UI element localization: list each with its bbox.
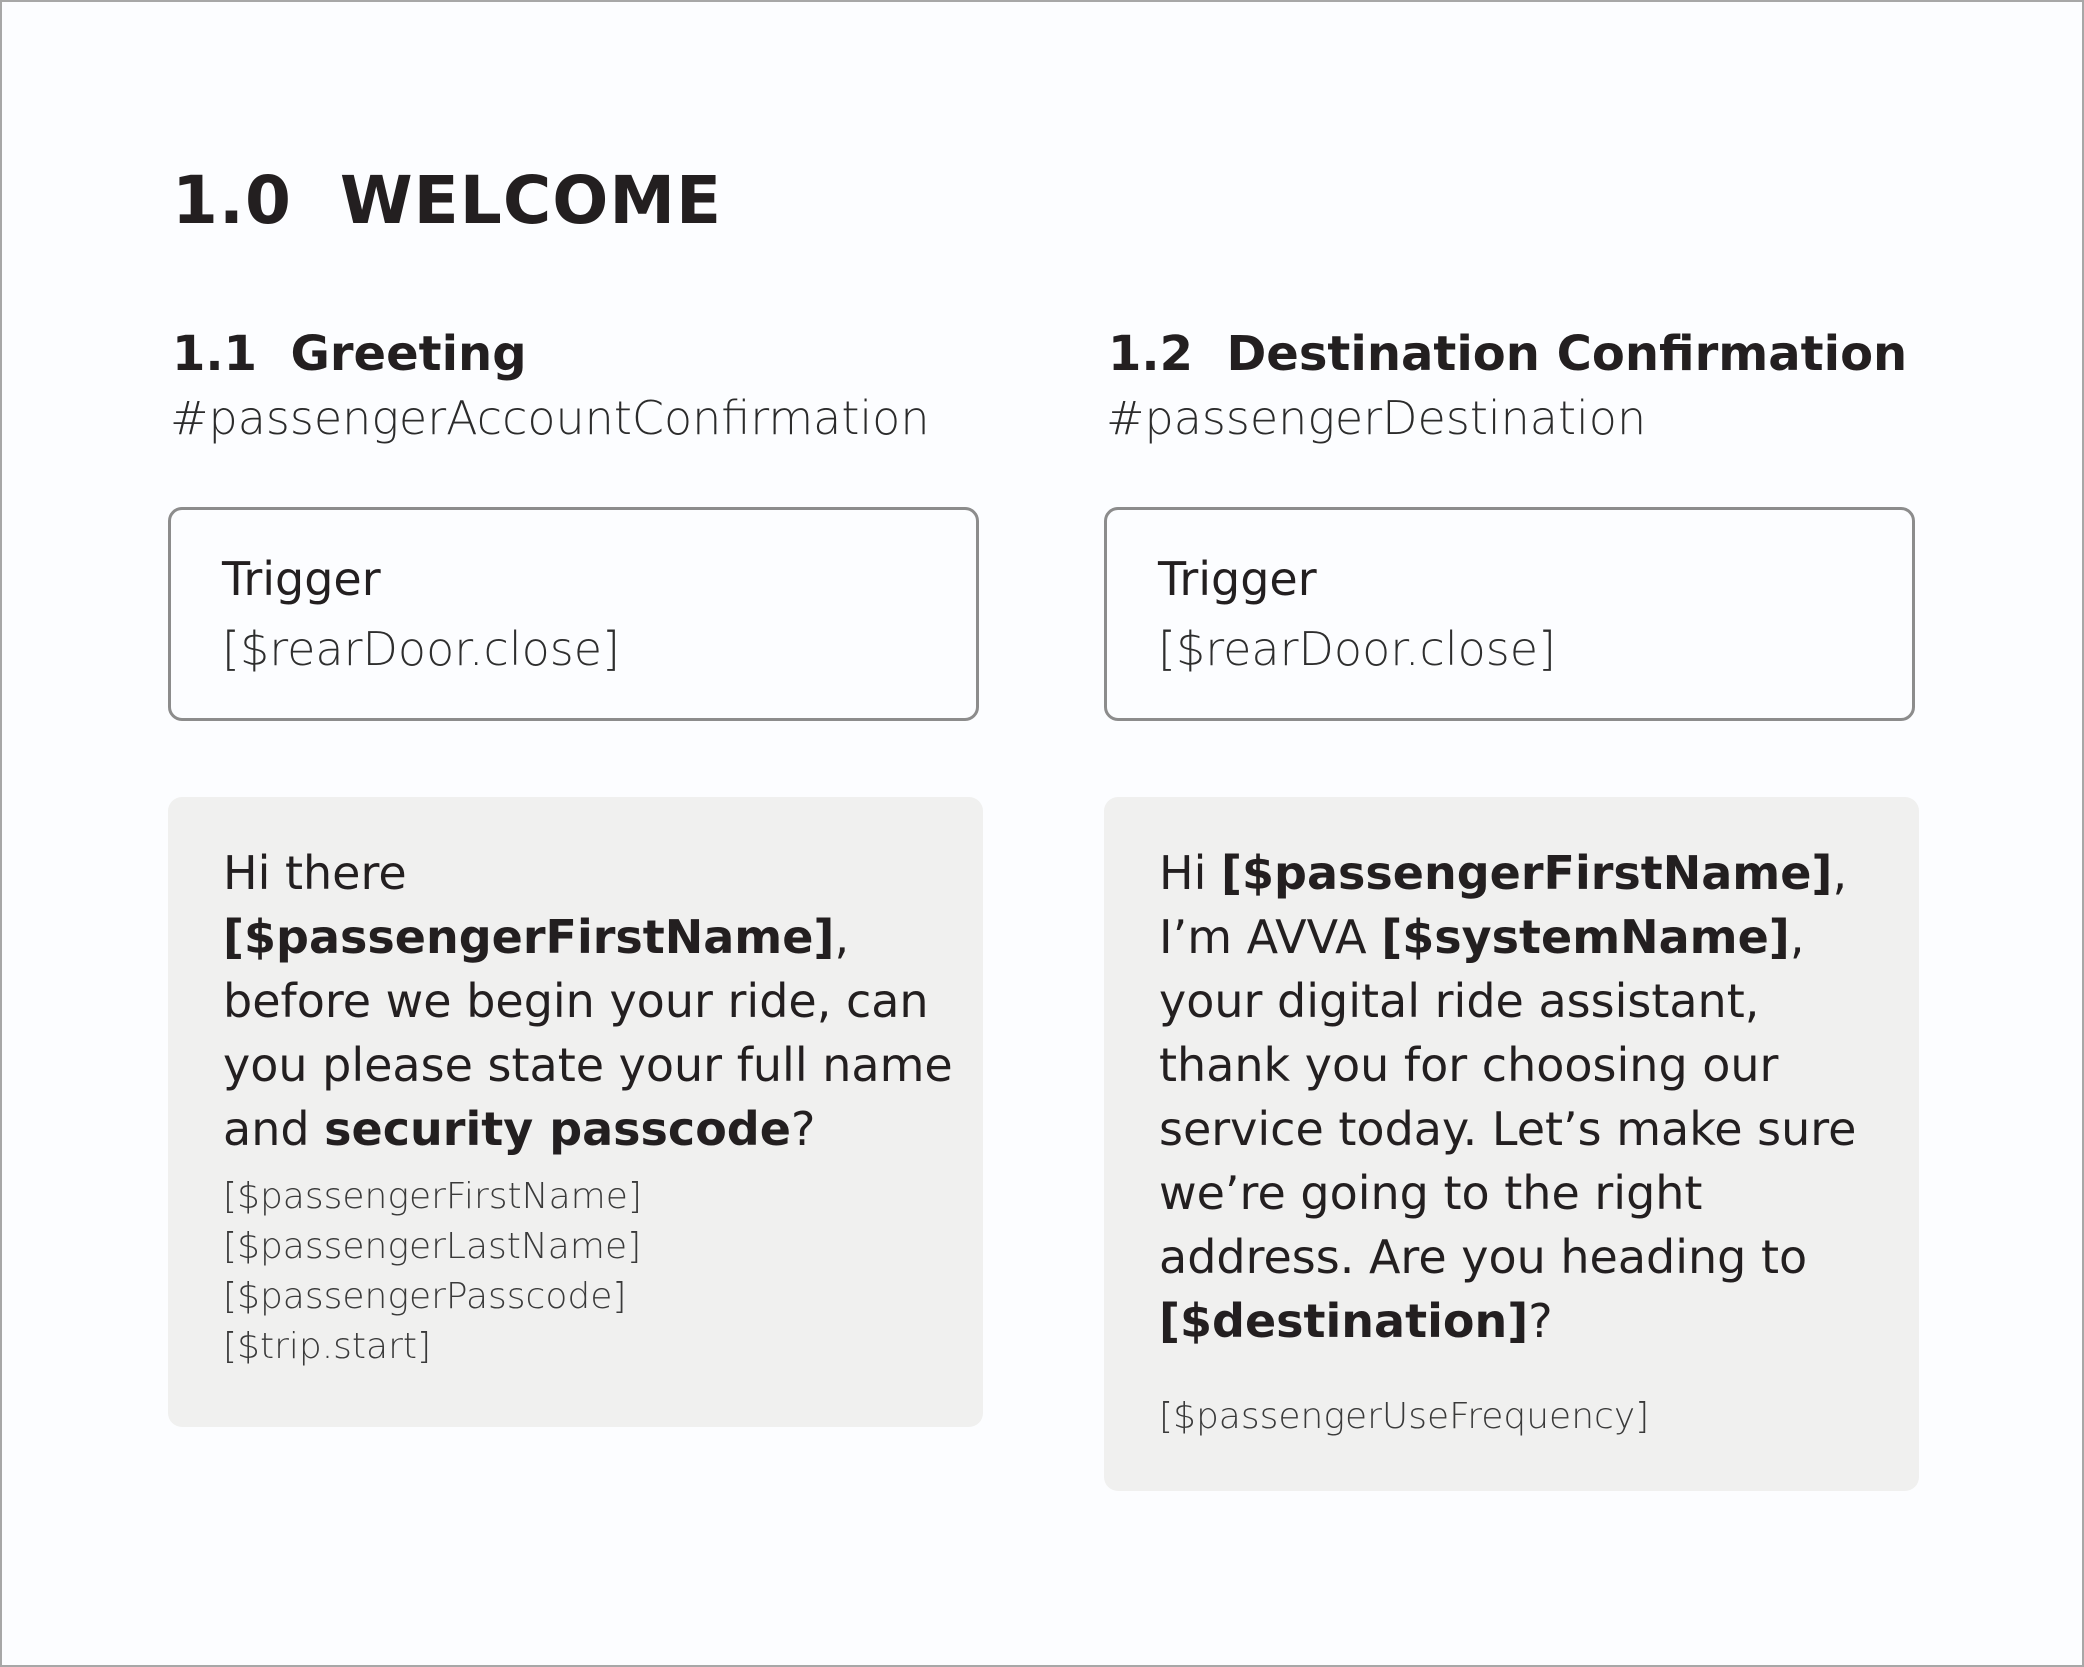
variable-list: [223, 1172, 642, 1372]
message-text: [223, 841, 963, 1161]
trigger-card: [1104, 507, 1915, 721]
message-variable: [$passengerFirstName]: [1221, 846, 1833, 900]
intent-tag: #passengerDestination: [1106, 391, 1647, 445]
message-part: , before we begin your ride, can you please state your full name and: [223, 910, 953, 1156]
section-heading: 1.1 Greeting: [172, 326, 527, 382]
message-variable: [$destination]: [1159, 1294, 1529, 1348]
message-variable: [$passengerFirstName]: [223, 910, 835, 964]
trigger-label: Trigger: [222, 552, 381, 606]
message-part: ?: [790, 1102, 816, 1156]
message-part: Hi: [1159, 846, 1221, 900]
variable-list: [1159, 1392, 1649, 1442]
message-part: , your digital ride assistant, thank you for choosing our service today. Let’s make sure we’re going to the right address. Are you heading to: [1159, 910, 1857, 1284]
variable-item: [$passengerPasscode]: [223, 1276, 627, 1317]
variable-item: [$passengerLastName]: [223, 1226, 642, 1267]
section-heading: 1.2 Destination Confirmation: [1108, 326, 1908, 382]
message-card: [1104, 797, 1919, 1491]
message-variable: [$systemName]: [1381, 910, 1790, 964]
message-part: ?: [1528, 1294, 1553, 1348]
page-title: 1.0 WELCOME: [172, 162, 723, 239]
trigger-value: [$rearDoor.close]: [1158, 622, 1556, 676]
message-emphasis: security passcode: [324, 1102, 791, 1156]
message-part: , I’m AVVA: [1159, 846, 1848, 964]
intent-tag: #passengerAccountConfirmation: [170, 391, 930, 445]
trigger-label: Trigger: [1158, 552, 1317, 606]
variable-item: [$passengerUseFrequency]: [1159, 1396, 1650, 1437]
variable-item: [$passengerFirstName]: [223, 1176, 642, 1217]
trigger-card: [168, 507, 979, 721]
variable-item: [$trip.start]: [223, 1326, 432, 1367]
message-card: [168, 797, 983, 1427]
message-part: Hi there: [223, 846, 407, 900]
message-text: [1159, 841, 1899, 1353]
trigger-value: [$rearDoor.close]: [222, 622, 620, 676]
